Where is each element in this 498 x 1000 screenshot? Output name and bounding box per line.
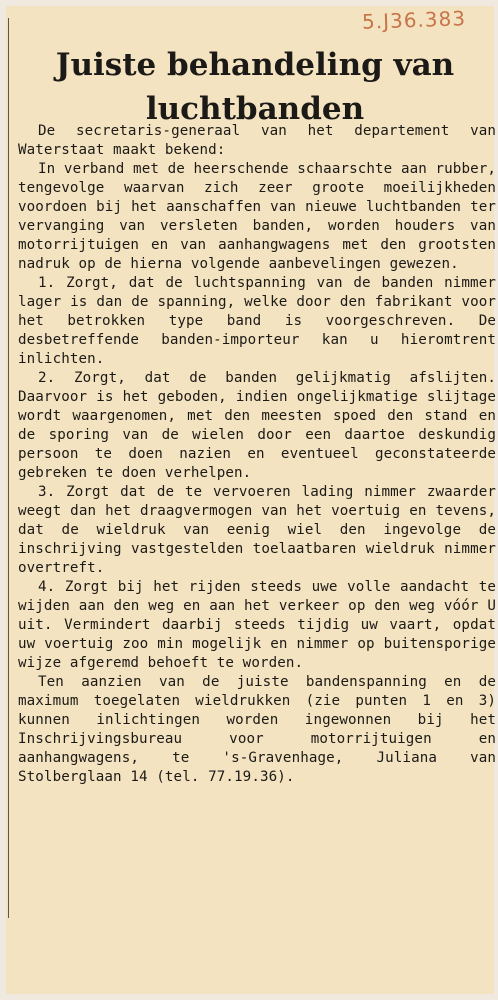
article-paragraph-point-1: 1. Zorgt, dat de luchtspanning van de banden nimmer lager is dan de spanning, welke door den fabrikant voor het betrokken type band is voorgeschreven. De desbetreffende banden-importeur kan u hieromtrent inlichten.: [18, 275, 496, 367]
article-body: [18, 122, 496, 787]
article-paragraph-context: In verband met de heerschende schaarschte aan rubber, tengevolge waarvan zich zeer groote moeilijkheden voordoen bij het aanschaffen van nieuwe luchtbanden ter vervanging van versleten banden, worden houders van motorrijtuigen en van aanhangwagens met den grootsten nadruk op de hierna volgende aanbevelingen gewezen.: [18, 161, 497, 272]
article-paragraph-contact: Ten aanzien van de juiste bandenspanning en de maximum toegelaten wieldrukken (zie punten 1 en 3) kunnen inlichtingen worden ingewonnen bij het Inschrijvingsbureau voor motorrijtuigen en aanhangwagens, te 's-Gravenhage, Juliana van Stolberglaan 14 (tel. 77.19.36).: [18, 674, 496, 785]
handwritten-archive-number: 5.J36.383: [361, 6, 467, 34]
column-rule: [8, 18, 9, 918]
headline: Juiste behandeling van luchtbanden: [55, 46, 455, 127]
article-paragraph-point-3: 3. Zorgt dat de te vervoeren lading nimmer zwaarder weegt dan het draagvermogen van het voertuig en tevens, dat de wieldruk van eenig wiel den ingevolge de inschrijving vastgestelden toelaatbaren wieldruk nimmer overtreft.: [18, 484, 496, 576]
article-paragraph-point-4: 4. Zorgt bij het rijden steeds uwe volle aandacht te wijden aan den weg en aan het verkeer op den weg vóór U uit. Vermindert daarbij steeds tijdig uw vaart, opdat uw voertuig zoo min mogelijk en nimmer op buitensporige wijze afgeremd behoeft te worden.: [18, 579, 496, 671]
article-paragraph-point-2: 2. Zorgt, dat de banden gelijkmatig afslijten. Daarvoor is het geboden, indien ongelijkmatige slijtage wordt waargenomen, met den meesten spoed den stand en de sporing van de wielen door een daartoe deskundig persoon te doen nazien en eventueel geconstateerde gebreken te doen verhelpen.: [18, 370, 496, 481]
article-paragraph-intro: De secretaris-generaal van het departement van Waterstaat maakt bekend:: [18, 123, 496, 158]
